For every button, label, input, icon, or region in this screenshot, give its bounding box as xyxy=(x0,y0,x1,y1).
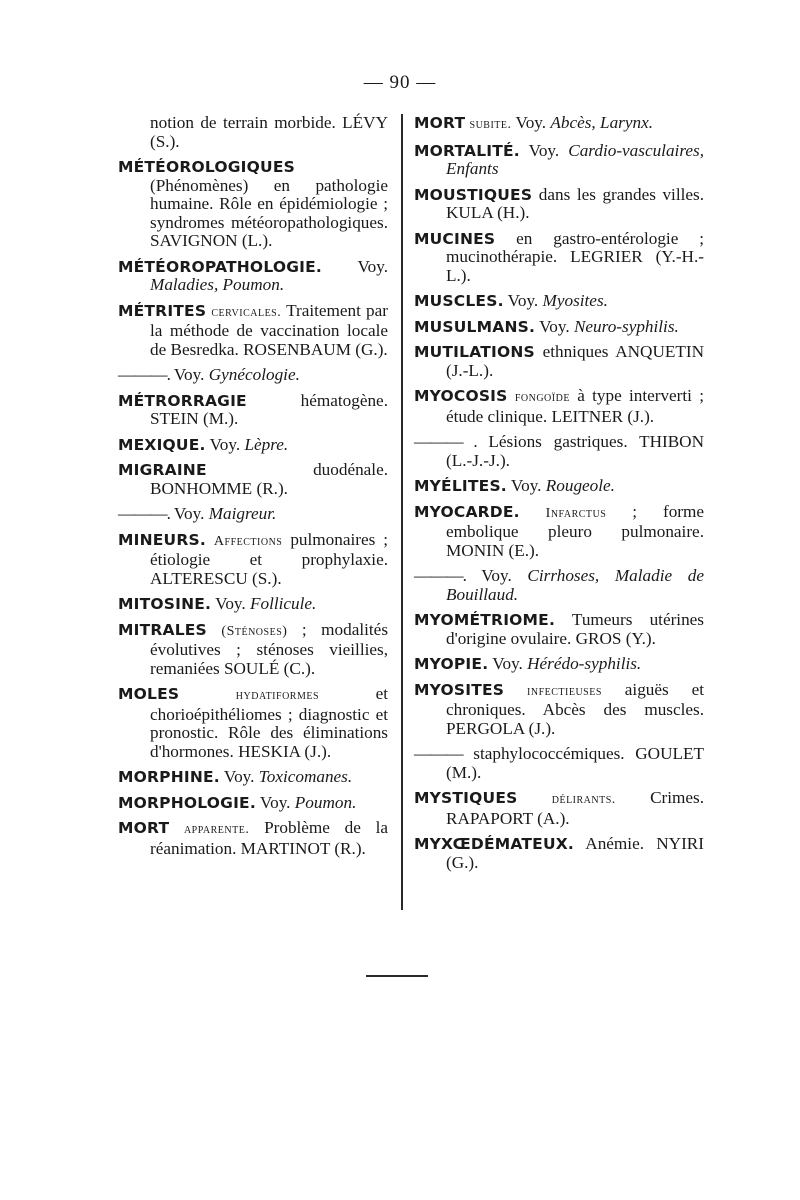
entry-text: ; forme embolique pleuro pulmonaire. MONIN (E.). xyxy=(446,501,705,560)
entry-text: Tumeurs utérines d'origine ovulaire. GROS (Y.). xyxy=(446,610,704,648)
entry-heading: MYOCARDE. xyxy=(414,502,520,521)
entry-reference: Abcès, Larynx. xyxy=(550,113,653,132)
entry-heading: MINEURS. xyxy=(118,530,206,549)
entry-heading: MÉTÉOROLOGIQUES xyxy=(118,158,295,176)
index-entry xyxy=(118,158,388,251)
entry-heading: MITRALES xyxy=(118,620,207,639)
entry-text: Lésions gastriques. THIBON (L.-J.-J.). xyxy=(446,432,704,470)
entry-subheading: délirants. xyxy=(551,792,616,807)
bottom-rule xyxy=(366,975,428,977)
index-entry xyxy=(414,318,704,337)
index-entry xyxy=(414,655,704,674)
entry-reference: Rougeole. xyxy=(545,476,615,495)
page-number: — 90 — xyxy=(363,72,437,93)
index-entry xyxy=(118,505,388,524)
index-entry xyxy=(414,292,704,311)
entry-reference: Hérédo-syphilis. xyxy=(527,654,642,673)
entry-subheading: apparente. xyxy=(183,822,250,837)
entry-heading: MOLES xyxy=(118,685,180,703)
entry-text: ethniques ANQUETIN (J.-L.). xyxy=(446,342,704,380)
entry-reference: Poumon. xyxy=(294,792,357,812)
entry-text: Voy. xyxy=(507,291,539,310)
entry-text: notion de terrain morbide. LÉVY (S.). xyxy=(150,113,388,151)
entry-text: Crimes. RAPAPORT (A.). xyxy=(446,788,705,828)
index-entry xyxy=(118,595,388,614)
entry-text: Voy. xyxy=(528,140,560,160)
entry-reference: Gynécologie. xyxy=(208,365,300,384)
entry-subheading: fongoïde xyxy=(514,390,570,405)
entry-reference: Lèpre. xyxy=(244,434,289,454)
index-entry xyxy=(414,611,704,648)
index-entry xyxy=(414,567,704,604)
entry-text: Voy. xyxy=(209,434,241,454)
index-entry xyxy=(118,436,388,455)
entry-text: (Phénomènes) en pathologie humaine. Rôle en épidémiologie ; syndromes météoropathologiques. SAVIGNON (L.). xyxy=(150,175,388,250)
index-column-right xyxy=(414,114,704,879)
entry-subheading: cervicales. xyxy=(211,304,282,320)
entry-heading: MOUSTIQUES xyxy=(414,185,533,204)
entry-heading: MYSTIQUES xyxy=(414,789,518,807)
entry-reference: Maladies, Poumon. xyxy=(150,275,285,294)
entry-heading: MYOPIE. xyxy=(414,655,489,673)
entry-reference: Maigreur. xyxy=(208,504,277,523)
entry-heading: MYOMÉTRIOME. xyxy=(414,611,556,629)
entry-heading: MYÉLITES. xyxy=(414,477,507,495)
entry-text: Traitement par la méthode de vaccination locale de Besredka. ROSENBAUM (G.). xyxy=(150,300,388,359)
index-entry xyxy=(414,681,704,739)
entry-text: hématogène. STEIN (M.). xyxy=(150,390,388,428)
entry-text: pulmonaires ; étiologie et prophylaxie. ALTERESCU (S.). xyxy=(150,529,388,588)
entry-subheading: infectieuses xyxy=(527,683,602,699)
index-entry xyxy=(414,745,704,782)
entry-reference: Cardio-vasculaires, Enfants xyxy=(446,140,704,178)
entry-text: Voy. xyxy=(215,594,246,613)
entry-text: staphylococcémiques. GOULET (M.). xyxy=(446,744,704,782)
entry-reference: Neuro-syphilis. xyxy=(573,316,679,336)
repeat-dash: ———. xyxy=(118,504,170,523)
entry-text: Problème de la réanimation. MARTINOT (R.). xyxy=(150,818,389,858)
entry-subheading: (Sténoses) xyxy=(221,623,288,639)
index-entry xyxy=(118,366,388,385)
entry-text: Anémie. NYIRI (G.). xyxy=(446,834,704,872)
index-column-left xyxy=(118,114,388,865)
entry-text: Voy. xyxy=(510,476,542,495)
index-entry xyxy=(414,114,704,135)
index-entry xyxy=(414,186,704,223)
entry-heading: MORT xyxy=(414,114,466,132)
index-entry xyxy=(118,392,388,429)
entry-text: ; modalités évolutives ; sténoses vieillies, remaniées SOULÉ (C.). xyxy=(150,619,389,678)
entry-text: dans les grandes villes. KULA (H.). xyxy=(446,184,704,222)
index-entry xyxy=(414,433,704,470)
entry-text: et chorioépithéliomes ; diagnostic et pronostic. Rôle des éliminations d'hormones. HESKIA (J.). xyxy=(150,684,388,761)
entry-heading: MUSULMANS. xyxy=(414,317,536,336)
entry-text: Voy. xyxy=(173,365,205,384)
entry-heading: MUCINES xyxy=(414,229,496,248)
entry-heading: MÉTRORRAGIE xyxy=(118,391,247,410)
entry-subheading: Affections xyxy=(213,533,283,549)
entry-text: Voy. xyxy=(223,767,255,786)
entry-heading: MYOCOSIS xyxy=(414,387,508,405)
index-entry xyxy=(118,114,388,151)
index-entry xyxy=(414,230,704,286)
entry-subheading: Infarctus xyxy=(545,505,607,521)
index-entry xyxy=(118,621,388,679)
entry-text: Voy. xyxy=(539,316,570,336)
entry-text: Voy. xyxy=(481,566,512,585)
index-entry xyxy=(118,685,388,761)
entry-heading: MORPHOLOGIE. xyxy=(118,793,256,812)
index-entry xyxy=(414,835,704,872)
entry-reference: Follicule. xyxy=(249,594,317,613)
entry-reference: Toxicomanes. xyxy=(258,767,353,786)
column-divider xyxy=(401,114,403,910)
entry-heading: MORPHINE. xyxy=(118,768,220,786)
entry-heading: MYOSITES xyxy=(414,680,505,699)
index-entry xyxy=(118,531,388,589)
entry-heading: MITOSINE. xyxy=(118,595,212,613)
index-entry xyxy=(118,258,388,295)
entry-text: aiguës et chroniques. Abcès des muscles. PERGOLA (J.). xyxy=(446,679,704,738)
entry-heading: MÉTÉOROPATHOLOGIE. xyxy=(118,257,322,276)
entry-text: Voy. xyxy=(492,654,523,673)
index-entry xyxy=(118,768,388,787)
repeat-dash: ——— xyxy=(414,744,463,763)
index-entry xyxy=(414,503,704,561)
entry-text: en gastro-entérologie ; mucinothérapie. LEGRIER (Y.-H.-L.). xyxy=(446,228,704,285)
index-entry xyxy=(414,477,704,496)
entry-heading: MYXŒDÉMATEUX. xyxy=(414,835,574,853)
entry-heading: MORT xyxy=(118,819,170,837)
index-entry xyxy=(414,142,704,179)
entry-heading: MORTALITÉ. xyxy=(414,141,520,160)
index-entry xyxy=(118,819,388,858)
entry-heading: MÉTRITES xyxy=(118,301,207,320)
entry-subheading: subite. xyxy=(469,117,512,132)
index-entry xyxy=(118,302,388,360)
index-entry xyxy=(414,789,704,828)
index-entry xyxy=(118,461,388,498)
entry-reference: Myosites. xyxy=(542,291,608,310)
repeat-dash: ———. xyxy=(118,365,170,384)
entry-text: duodénale. BONHOMME (R.). xyxy=(150,460,388,498)
entry-heading: MIGRAINE xyxy=(118,461,207,479)
entry-text: Voy. xyxy=(515,113,547,132)
entry-reference: Cirrhoses, Maladie de Bouillaud. xyxy=(446,566,705,604)
entry-heading: MUTILATIONS xyxy=(414,343,535,361)
entry-subheading: hydatiformes xyxy=(235,688,320,703)
entry-heading: MUSCLES. xyxy=(414,292,504,310)
entry-text: Voy. xyxy=(259,792,291,812)
index-entry xyxy=(118,794,388,813)
repeat-dash: ——— . xyxy=(414,432,477,451)
entry-text: à type interverti ; étude clinique. LEITNER (J.). xyxy=(446,386,705,426)
entry-text: Voy. xyxy=(357,256,388,276)
entry-text: Voy. xyxy=(173,504,205,523)
repeat-dash: ———. xyxy=(414,566,466,585)
entry-heading: MEXIQUE. xyxy=(118,435,206,454)
index-entry xyxy=(414,343,704,380)
index-entry xyxy=(414,387,704,426)
